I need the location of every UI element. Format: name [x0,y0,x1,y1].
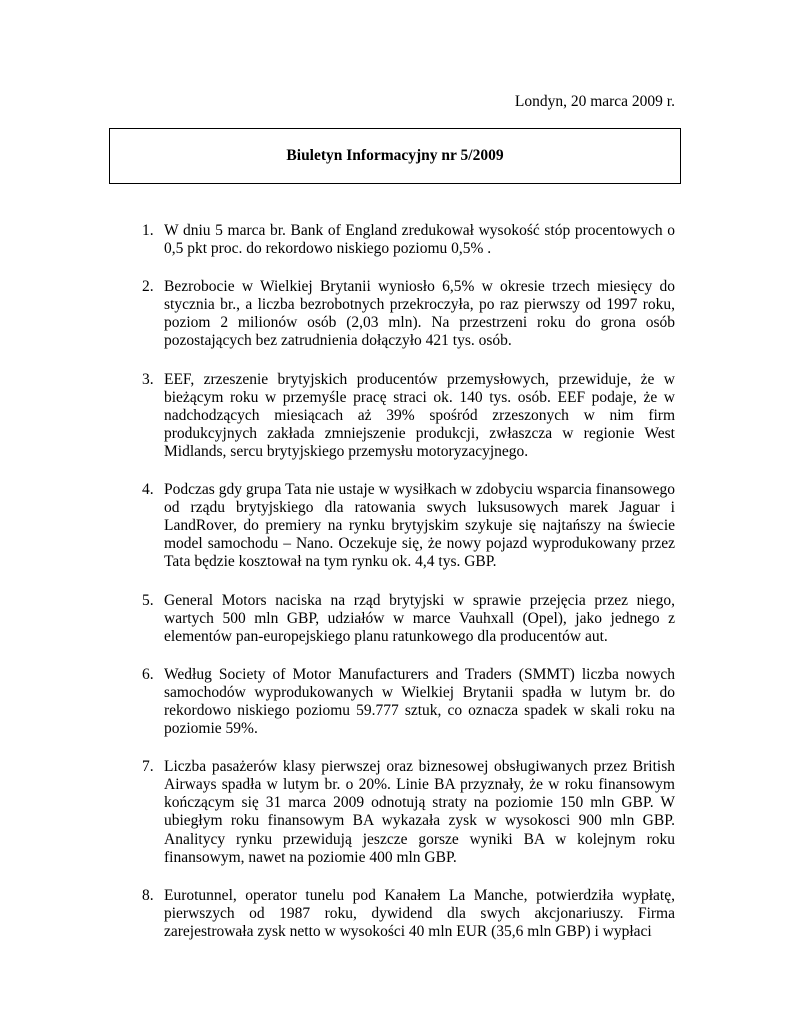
list-item-number: 7. [142,758,154,776]
bulletin-title: Biuletyn Informacyjny nr 5/2009 [286,147,504,164]
list-item-number: 4. [142,481,154,499]
list-item [128,222,675,258]
list-item-number: 8. [142,886,154,904]
list-item [128,371,675,461]
list-item-text: EEF, zrzeszenie brytyjskich producentów przemysłowych, przewiduje, że w bieżącym roku w przemyśle pracę straci ok. 140 tys. osób. EEF podaje, że w nadchodzących miesiącach aż 39% spośród zrzeszonych w nim firm produkcyjnych zakłada zmniejszenie produkcji, zwłaszcza w regionie West Midlands, sercu brytyjskiego przemysłu motoryzacyjnego. [164,370,675,460]
list-item [128,592,675,646]
bulletin-title-box [109,128,681,184]
list-item [128,887,675,941]
list-item-text: Bezrobocie w Wielkiej Brytanii wyniosło 6,5% w okresie trzech miesięcy do stycznia br., a liczba bezrobotnych przekroczyła, po raz pierwszy od 1997 roku, poziom 2 milionów osób (2,03 mln). Na przestrzeni roku do grona osób pozostających bez zatrudnienia dołączyło 421 tys. osób. [164,278,675,350]
list-item [128,666,675,738]
list-item-text: W dniu 5 marca br. Bank of England zredukował wysokość stóp procentowych o 0,5 pkt proc. do rekordowo niskiego poziomu 0,5% . [164,222,675,258]
list-item-text: Liczba pasażerów klasy pierwszej oraz biznesowej obsługiwanych przez British Airways spadła w lutym br. o 20%. Linie BA przyznały, że w roku finansowym kończącym się 31 marca 2009 odnotują straty na poziomie 150 mln GBP. W ubiegłym roku finansowym BA wykazała zysk w wysokosci 900 mln GBP. Analitycy rynku przewidują jeszcze gorsze wyniki BA w kolejnym roku finansowym, nawet na poziomie 400 mln GBP. [164,758,675,866]
list-item-number: 1. [142,222,154,239]
list-item-text: General Motors naciska na rząd brytyjski w sprawie przejęcia przez niego, wartych 500 mln GBP, udziałów w marce Vauhxall (Opel), jako jednego z elementów pan-europejskiego planu ratunkowego dla producentów aut. [164,591,675,645]
list-item-number: 3. [142,370,154,388]
list-item-text: Podczas gdy grupa Tata nie ustaje w wysiłkach w zdobyciu wsparcia finansowego od rządu brytyjskiego dla ratowania swych luksusowych marek Jaguar i LandRover, do premiery na rynku brytyjskim szykuje się najtańszy na świecie model samochodu – Nano. Oczekuje się, że nowy pojazd wyprodukowany przez Tata będzie kosztował na tym rynku ok. 4,4 tys. GBP. [164,481,675,571]
list-item-number: 5. [142,591,154,609]
list-item-text: Według Society of Motor Manufacturers and Traders (SMMT) liczba nowych samochodów wyprodukowanych w Wielkiej Brytanii spadła w lutym br. do rekordowo niskiego poziomu 59.777 sztuk, co oznacza spadek w skali roku na poziomie 59%. [164,665,675,738]
list-item-number: 2. [142,278,154,296]
list-item [128,278,675,350]
list-item [128,758,675,867]
document-date: Londyn, 20 marca 2009 r. [514,93,675,110]
news-list [128,222,675,961]
list-item [128,481,675,571]
list-item-number: 6. [142,665,154,683]
list-item-text: Eurotunnel, operator tunelu pod Kanałem La Manche, potwierdziła wypłatę, pierwszych od 1987 roku, dywidend dla swych akcjonariuszy. Firma zarejestrowała zysk netto w wysokości 40 mln EUR (35,6 mln GBP) i wypłaci [164,886,675,940]
